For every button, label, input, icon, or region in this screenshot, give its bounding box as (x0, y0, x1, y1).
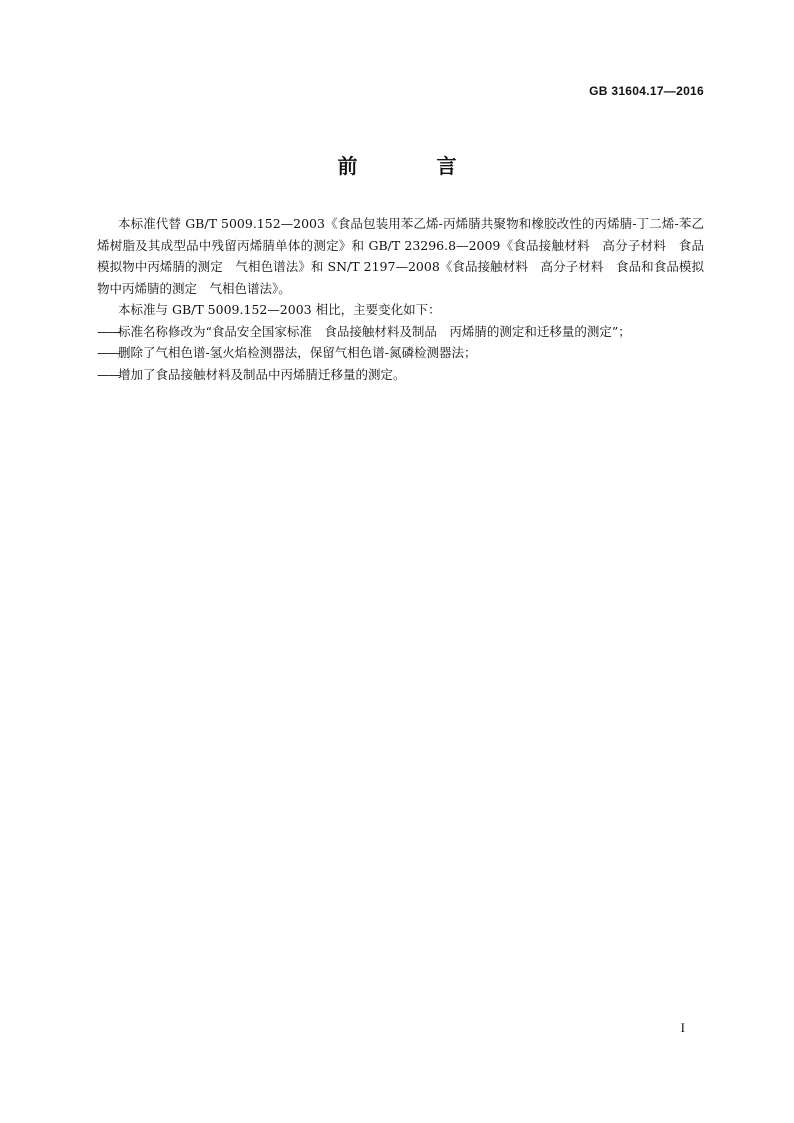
dash-marker: —— (97, 323, 120, 339)
dash-marker: —— (97, 345, 120, 360)
page-title: 前 言 (337, 154, 493, 178)
replacement-paragraph: 本标准代替 GB/T 5009.152—2003《食品包装用苯乙烯-丙烯腈共聚物和橡胶改性的丙烯腈-丁二烯-苯乙烯树脂及其成型品中残留丙烯腈单体的测定》和 GB/T 23296.8—2009《食品接触材料 高分子材料 食品模拟物中丙烯腈的测定 气相色谱法》和 SN/T 2197—2008《食品接触材料 高分子材料 食品和食品模拟物中丙烯腈的测定 气相色谱法》。 (97, 216, 704, 296)
change-item-title (97, 321, 704, 343)
change-item-migration (97, 364, 704, 386)
changes-intro-paragraph: 本标准与 GB/T 5009.152—2003 相比，主要变化如下： (118, 302, 441, 317)
dash-marker: —— (97, 366, 120, 382)
change-item-method (97, 342, 704, 364)
change-item-text: 增加了食品接触材料及制品中丙烯腈迁移量的测定。 (118, 366, 406, 382)
change-item-text: 删除了气相色谱-氢火焰检测器法，保留气相色谱-氮磷检测器法； (118, 345, 477, 360)
page-number: I (680, 1020, 685, 1035)
standard-number-header: GB 31604.17—2016 (589, 84, 704, 98)
change-item-text: 标准名称修改为“食品安全国家标准 食品接触材料及制品 丙烯腈的测定和迁移量的测定”； (118, 323, 631, 339)
preface-body (97, 213, 704, 385)
